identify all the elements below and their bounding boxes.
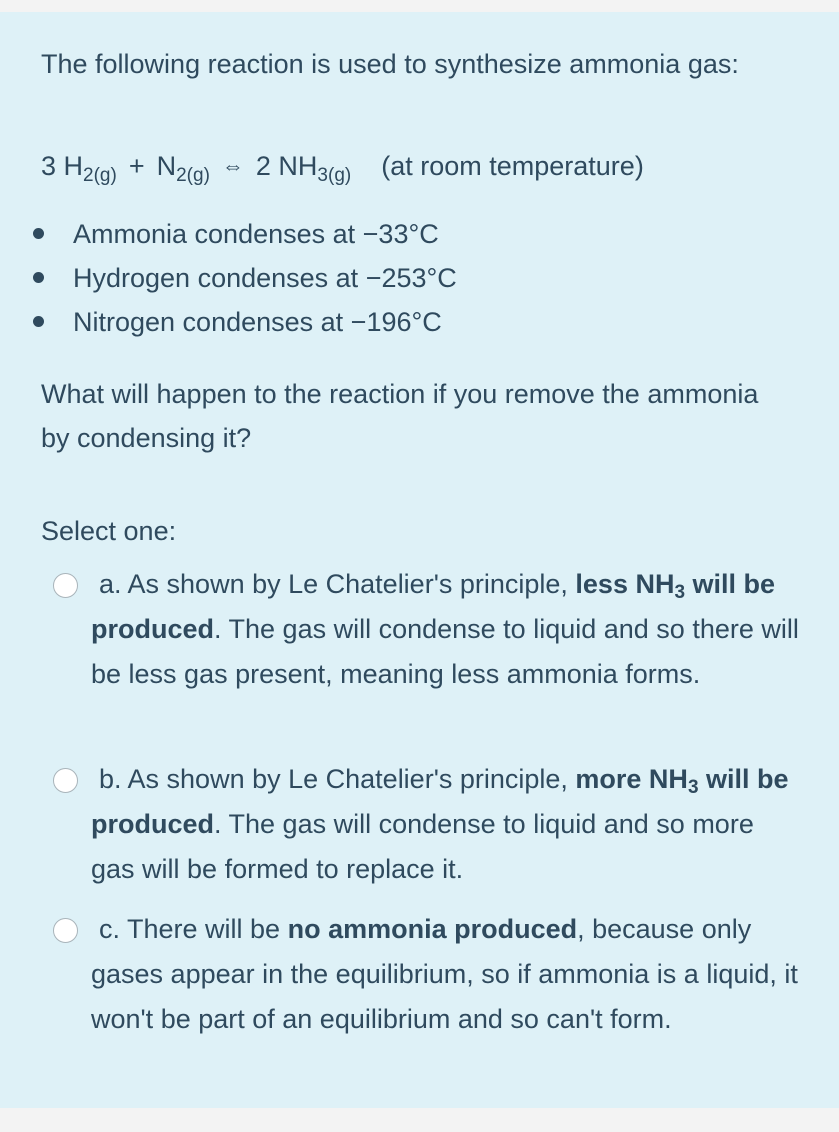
list-item: Nitrogen condenses at −196°C <box>33 300 457 344</box>
list-item: Hydrogen condenses at −253°C <box>33 256 457 300</box>
question-panel <box>0 12 839 1108</box>
reaction-equation <box>41 146 644 188</box>
radio-button-c[interactable] <box>53 918 78 943</box>
answer-option-b[interactable] <box>41 757 801 892</box>
radio-button-b[interactable] <box>53 768 78 793</box>
answer-option-c[interactable] <box>41 907 801 1087</box>
answer-option-a-text[interactable]: a. As shown by Le Chatelier's principle, less $NH_3$ will be produced. The gas will condense to liquid and so there will be less gas present, meaning less ammonia forms. <box>91 569 799 689</box>
reactant-nitrogen-state: 2(g) <box>176 165 210 186</box>
question-content <box>41 42 801 1034</box>
reactant-hydrogen-state: 2(g) <box>83 165 117 186</box>
product-ammonia-state: 3(g) <box>317 165 352 186</box>
list-item: Ammonia condenses at −33°C <box>33 212 457 256</box>
bullet-dot-icon <box>33 316 44 327</box>
reaction-condition: (at room temperature) <box>381 151 644 181</box>
intro-text: The following reaction is used to synthesize ammonia gas: <box>41 49 739 79</box>
condensation-facts-list <box>33 212 457 344</box>
product-ammonia: 2 NH <box>255 151 318 181</box>
reactant-hydrogen: 3 H <box>41 151 84 181</box>
answer-option-a[interactable] <box>41 562 801 742</box>
bullet-dot-icon <box>33 272 44 283</box>
answer-option-c-text[interactable]: c. There will be no ammonia produced, because only gases appear in the equilibrium, so if ammonia is a liquid, it won't be part of an equilibrium and so can't form. <box>91 914 798 1034</box>
answer-option-b-text[interactable]: b. As shown by Le Chatelier's principle, more $NH_3$ will be produced. The gas will condense to liquid and so more gas will be formed to replace it. <box>91 764 789 884</box>
question-text: What will happen to the reaction if you remove the ammonia by condensing it? <box>41 379 759 453</box>
equilibrium-arrow-icon: ⇔ <box>221 153 244 178</box>
radio-button-a[interactable] <box>53 573 78 598</box>
plus-sign: + <box>128 151 145 181</box>
select-one-label: Select one: <box>41 516 177 546</box>
reactant-nitrogen: N <box>156 151 177 181</box>
bullet-dot-icon <box>33 228 44 239</box>
